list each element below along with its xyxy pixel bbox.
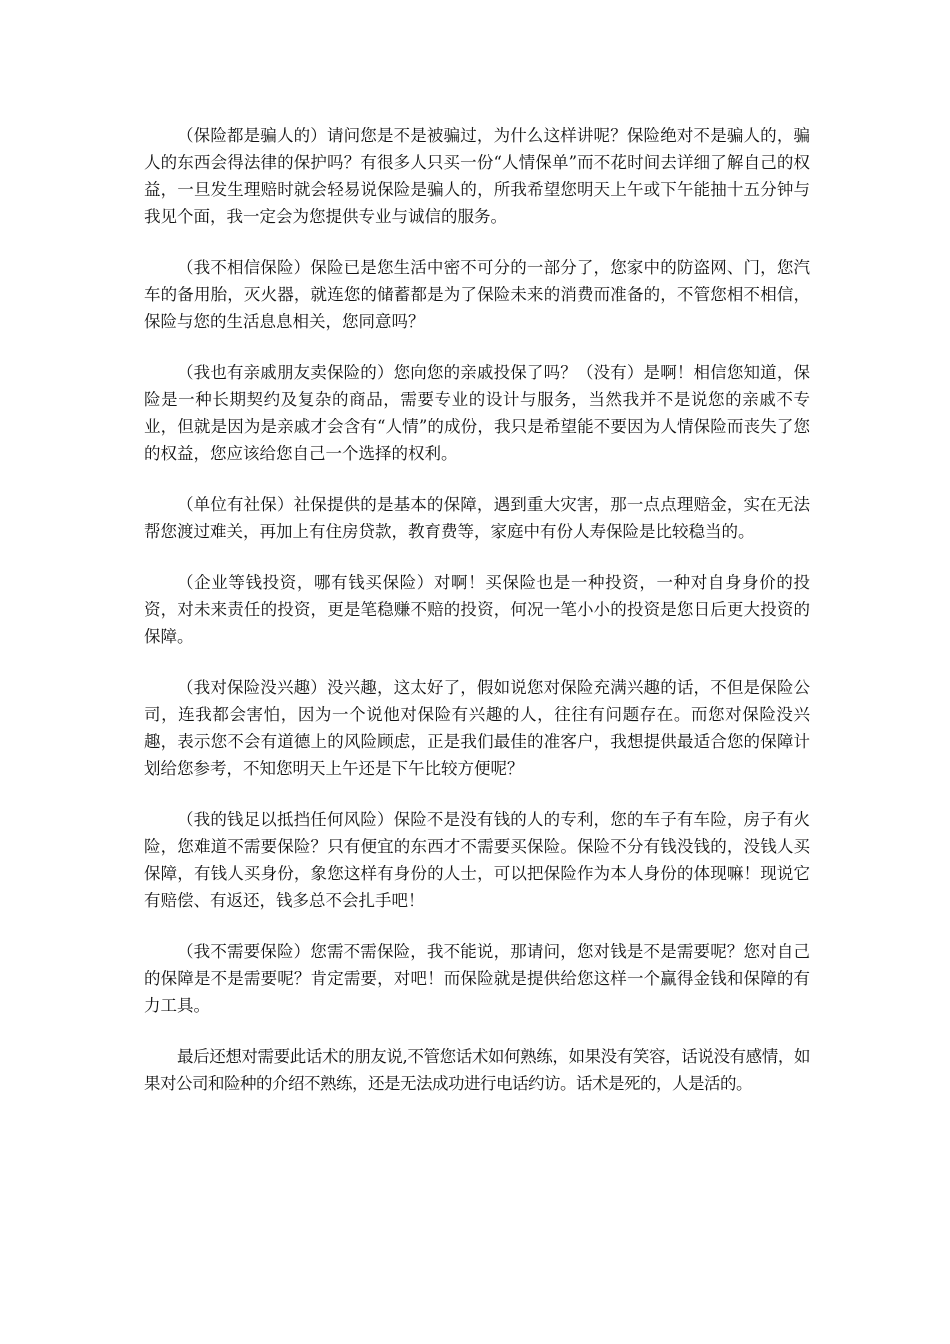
paragraph-insurance-scam: （保险都是骗人的）请问您是不是被骗过，为什么这样讲呢？保险绝对不是骗人的，骗人的东西会得法律的保护吗？有很多人只买一份“人情保单”而不花时间去详细了解自己的权益，一旦发生理赔时就会轻易说保险是骗人的，所我希望您明天上午或下午能抽十五分钟与我见个面，我一定会为您提供专业与诚信的服务。 [144,126,810,226]
paragraph-enough-money: （我的钱足以抵挡任何风险）保险不是没有钱的人的专利，您的车子有车险，房子有火险，您难道不需要保险？只有便宜的东西才不需要买保险。保险不分有钱没钱的，没钱人买保障，有钱人买身份，象您这样有身份的人士，可以把保险作为本人身份的体现嘛！现说它有赔偿、有返还，钱多总不会扎手吧！ [144,810,810,910]
paragraph-social-security: （单位有社保）社保提供的是基本的保障，遇到重大灾害，那一点点理赔金，实在无法帮您渡过难关，再加上有住房贷款，教育费等，家庭中有份人寿保险是比较稳当的。 [144,495,810,541]
document-body [144,122,810,1121]
paragraph-business-investment: （企业等钱投资，哪有钱买保险）对啊！买保险也是一种投资，一种对自身身价的投资，对未来责任的投资，更是笔稳赚不赔的投资，何况一笔小小的投资是您日后更大投资的保障。 [144,573,810,646]
paragraph-no-interest: （我对保险没兴趣）没兴趣，这太好了，假如说您对保险充满兴趣的话，不但是保险公司，连我都会害怕，因为一个说他对保险有兴趣的人，往往有问题存在。而您对保险没兴趣，表示您不会有道德上的风险顾虑，正是我们最佳的准客户，我想提供最适合您的保障计划给您参考，不知您明天上午还是下午比较方便呢？ [144,678,810,778]
paragraph-dont-believe-insurance: （我不相信保险）保险已是您生活中密不可分的一部分了，您家中的防盗网、门，您汽车的备用胎，灭火器，就连您的储蓄都是为了保险未来的消费而准备的，不管您相不相信，保险与您的生活息息相关，您同意吗？ [144,258,810,331]
paragraph-dont-need-insurance: （我不需要保险）您需不需保险，我不能说，那请问，您对钱是不是需要呢？您对自己的保障是不是需要呢？肯定需要，对吧！而保险就是提供给您这样一个赢得金钱和保障的有力工具。 [144,942,810,1015]
paragraph-closing-remarks: 最后还想对需要此话术的朋友说,不管您话术如何熟练，如果没有笑容，话说没有感情，如果对公司和险种的介绍不熟练，还是无法成功进行电话约访。话术是死的，人是活的。 [144,1047,810,1093]
paragraph-relatives-sell-insurance: （我也有亲戚朋友卖保险的）您向您的亲戚投保了吗？（没有）是啊！相信您知道，保险是一种长期契约及复杂的商品，需要专业的设计与服务，当然我并不是说您的亲戚不专业，但就是因为是亲戚才会含有“人情”的成份，我只是希望能不要因为人情保险而丧失了您的权益，您应该给您自己一个选择的权利。 [144,363,810,463]
